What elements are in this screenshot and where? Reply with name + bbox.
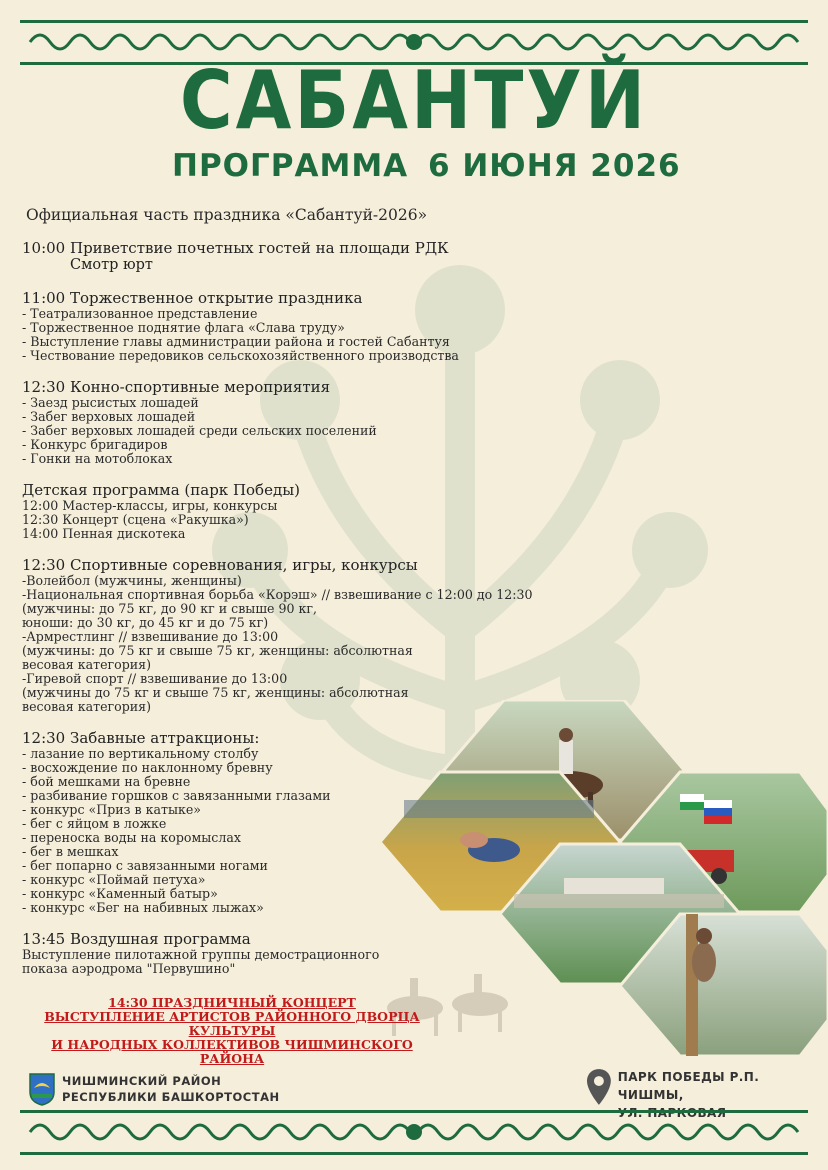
list-item: (мужчины: до 75 кг и свыше 75 кг, женщины: абсолютная xyxy=(22,643,413,658)
bottom-ornament-border xyxy=(0,1108,828,1158)
list-item: - конкурс «Поймай петуха» xyxy=(22,872,206,887)
location-line-1: ПАРК ПОБЕДЫ Р.П. ЧИШМЫ, xyxy=(617,1070,760,1102)
concert-announcement xyxy=(20,996,444,1066)
section-heading: 10:00 Приветствие почетных гостей на площади РДК xyxy=(22,239,449,257)
section-horse-events xyxy=(22,379,582,466)
section-heading: 12:30 Забавные аттракционы: xyxy=(22,729,260,747)
list-item: 12:00 Мастер-классы, игры, конкурсы xyxy=(22,498,278,513)
list-item: - бой мешками на бревне xyxy=(22,774,191,789)
district-block xyxy=(28,1072,280,1106)
list-item: Выступление пилотажной группы демострационного xyxy=(22,947,380,962)
district-line-2: РЕСПУБЛИКИ БАШКОРТОСТАН xyxy=(62,1090,280,1104)
list-item: весовая категория) xyxy=(22,699,152,714)
list-item: - Конкурс бригадиров xyxy=(22,437,168,452)
list-item: - конкурс «Каменный батыр» xyxy=(22,886,218,901)
list-item: - Выступление главы администрации района и гостей Сабантуя xyxy=(22,334,450,349)
list-item: - бег с яйцом в ложке xyxy=(22,816,167,831)
section-heading: Детская программа (парк Победы) xyxy=(22,481,300,499)
list-item: (мужчины: до 75 кг, до 90 кг и свыше 90 кг, xyxy=(22,601,317,616)
list-item: показа аэродрома "Первушино" xyxy=(22,961,236,976)
district-emblem-icon xyxy=(28,1072,56,1106)
section-opening xyxy=(22,290,582,363)
section-heading: 11:00 Торжественное открытие праздника xyxy=(22,289,363,307)
list-item: - лазание по вертикальному столбу xyxy=(22,746,259,761)
section-heading: 12:30 Конно-спортивные мероприятия xyxy=(22,378,331,396)
concert-line-2: ВЫСТУПЛЕНИЕ АРТИСТОВ РАЙОННОГО ДВОРЦА КУЛЬТУРЫ xyxy=(44,1009,420,1038)
list-item: весовая категория) xyxy=(22,657,152,672)
list-item: - Чествование передовиков сельскохозяйственного производства xyxy=(22,348,459,363)
list-item: - переноска воды на коромыслах xyxy=(22,830,241,845)
list-item: 12:30 Концерт (сцена «Ракушка») xyxy=(22,512,249,527)
program-label: ПРОГРАММА xyxy=(172,148,409,184)
district-line-1: ЧИШМИНСКИЙ РАЙОН xyxy=(62,1074,222,1088)
list-item: -Армрестлинг // взвешивание до 13:00 xyxy=(22,629,279,644)
list-item: - Торжественное поднятие флага «Слава труду» xyxy=(22,320,345,335)
list-item: 14:00 Пенная дискотека xyxy=(22,526,186,541)
list-item: - Гонки на мотоблоках xyxy=(22,451,173,466)
list-item: - бег в мешках xyxy=(22,844,119,859)
event-date: 6 ИЮНЯ 2026 xyxy=(428,148,681,184)
list-item: - разбивание горшков с завязанными глазами xyxy=(22,788,331,803)
list-item: - восхождение по наклонному бревну xyxy=(22,760,273,775)
list-item: - конкурс «Приз в катыке» xyxy=(22,802,202,817)
list-item: -Волейбол (мужчины, женщины) xyxy=(22,573,242,588)
concert-line-1: 14:30 ПРАЗДНИЧНЫЙ КОНЦЕРТ xyxy=(108,995,356,1010)
list-item: юноши: до 30 кг, до 45 кг и до 75 кг) xyxy=(22,615,269,630)
section-greeting xyxy=(22,240,582,274)
list-item: -Гиревой спорт // взвешивание до 13:00 xyxy=(22,671,288,686)
list-item: -Национальная спортивная борьба «Корэш» // взвешивание с 12:00 до 12:30 xyxy=(22,587,533,602)
official-part-title: Официальная часть праздника «Сабантуй-2026» xyxy=(26,206,428,224)
section-subheading: Смотр юрт xyxy=(70,257,153,273)
list-item: - Забег верховых лошадей xyxy=(22,409,196,424)
page-title: САБАНТУЙ xyxy=(179,52,649,148)
list-item: (мужчины до 75 кг и свыше 75 кг, женщины: абсолютная xyxy=(22,685,409,700)
section-heading: 12:30 Спортивные соревнования, игры, конкурсы xyxy=(22,556,418,574)
section-kids-program xyxy=(22,482,582,541)
list-item: - Забег верховых лошадей среди сельских поселений xyxy=(22,423,377,438)
list-item: - бег попарно с завязанными ногами xyxy=(22,858,268,873)
list-item: - Театрализованное представление xyxy=(22,306,258,321)
section-sports xyxy=(22,557,582,714)
concert-line-3: И НАРОДНЫХ КОЛЛЕКТИВОВ ЧИШМИНСКОГО РАЙОНА xyxy=(51,1037,413,1066)
location-pin-icon xyxy=(586,1068,612,1106)
section-heading: 13:45 Воздушная программа xyxy=(22,930,251,948)
list-item: - конкурс «Бег на набивных лыжах» xyxy=(22,900,264,915)
list-item: - Заезд рысистых лошадей xyxy=(22,395,199,410)
